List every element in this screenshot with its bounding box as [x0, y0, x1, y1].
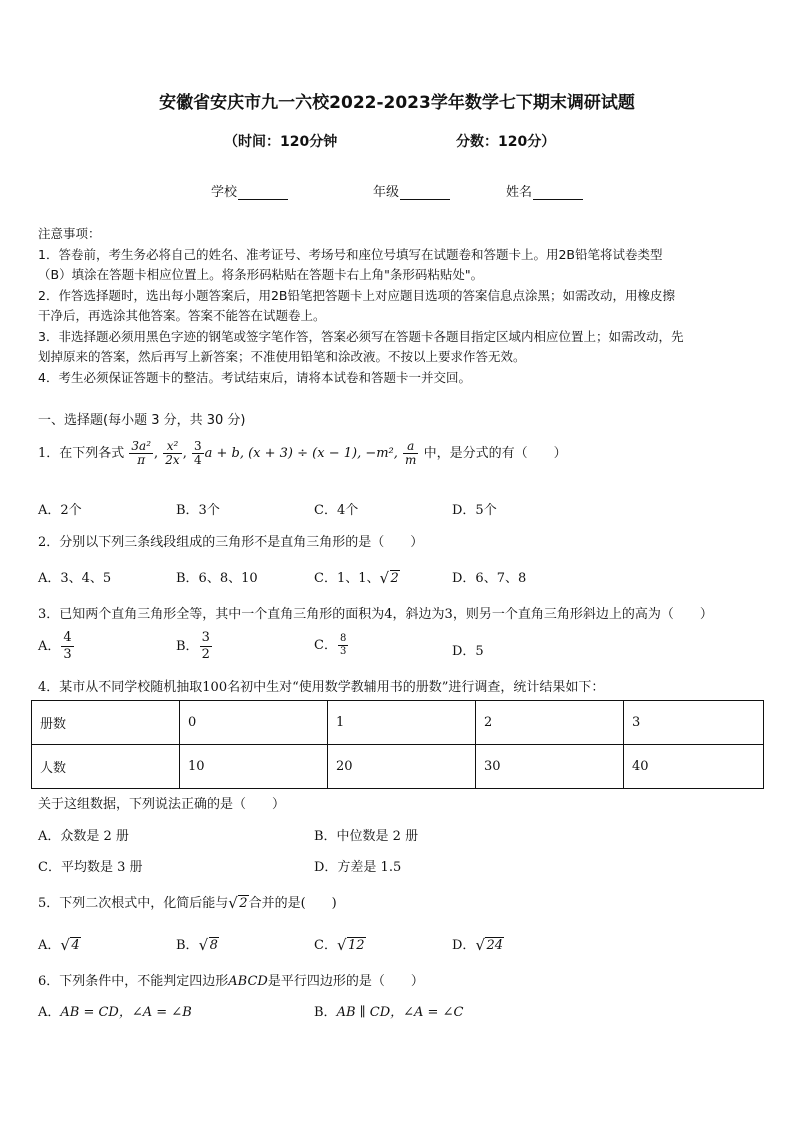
q1-expression: a + b, (x + 3) ÷ (x − 1), −m²,	[204, 446, 403, 461]
grade-field	[373, 181, 450, 200]
q3-option-d[interactable]: D．5	[452, 644, 484, 659]
q4-question: 关于这组数据，下列说法正确的是（ ）	[38, 797, 286, 812]
q1-prefix: 1．在下列各式	[38, 446, 125, 461]
table-cell: 10	[180, 745, 328, 789]
q1-fraction-2: $\frac{\text{x²}}{2x}$	[165, 439, 180, 467]
q2-option-a[interactable]: A．3、4、5	[38, 571, 112, 586]
school-label: 学校	[211, 185, 238, 200]
table-cell: 3	[624, 701, 764, 745]
note-line: 2．作答选择题时，选出每小题答案后，用2B铅笔把答题卡上对应题目选项的答案信息点涂黑；如需改动，用橡皮擦	[38, 287, 675, 303]
sqrt-expression: √ 12	[336, 936, 365, 954]
table-cell: 1	[328, 701, 476, 745]
question-4: 4．某市从不同学校随机抽取100名初中生对“使用数学教辅用书的册数”进行调查，统计结果如下：	[38, 680, 605, 695]
q4-data-table	[31, 700, 764, 789]
q5-option-a[interactable]: A． √ 4	[38, 936, 80, 954]
question-2: 2．分别以下列三条线段组成的三角形不是直角三角形的是（ ）	[38, 535, 424, 550]
q1-suffix: 中，是分式的有（ ）	[423, 446, 567, 461]
q3-option-a[interactable]: A． $\frac{4}{3}$	[38, 630, 72, 662]
note-line: 3．非选择题必须用黑色字迹的钢笔或签字笔作答，答案必须写在答题卡各题目指定区域内相应位置上；如需改动，先	[38, 328, 684, 344]
table-cell: 30	[476, 745, 624, 789]
q3-fraction-b: $\frac{3}{2}$	[201, 630, 210, 662]
q2-option-c[interactable]: C．1、1、 √ 2	[314, 569, 399, 587]
q1-fraction-4: $\frac{a}{m}$	[405, 439, 417, 467]
question-1: 1．在下列各式 $\frac{\text{3a²}}{\pi}$ , $\frac{\text{x²}}{2x}$ , $\frac{3}{4}$ a + b, (x + 3) ÷ (x − 1), −m², $\frac{a}{m}$ 中，是分式的有（ ）	[38, 439, 567, 467]
table-cell: 2	[476, 701, 624, 745]
name-label: 姓名	[506, 185, 533, 200]
note-line: 1．答卷前，考生务必将自己的姓名、准考证号、考场号和座位号填写在试题卷和答题卡上。用2B铅笔将试卷类型	[38, 246, 663, 262]
q1-fraction-1: $\frac{\text{3a²}}{\pi}$	[131, 439, 152, 467]
question-3: 3．已知两个直角三角形全等，其中一个直角三角形的面积为4，斜边为3，则另一个直角三角形斜边上的高为（ ）	[38, 607, 713, 622]
note-line: 划掉原来的答案，然后再写上新答案；不准使用铅笔和涂改液。不按以上要求作答无效。	[38, 349, 526, 364]
table-cell: 40	[624, 745, 764, 789]
sqrt-expression: √ 2	[228, 894, 248, 912]
q3-fraction-c: $\frac{8}{3}$	[339, 633, 347, 657]
section-heading: 一、选择题(每小题 3 分，共 30 分)	[38, 413, 246, 428]
table-cell: 0	[180, 701, 328, 745]
notes-heading: 注意事项：	[38, 226, 101, 241]
q2-option-d[interactable]: D．6、7、8	[452, 571, 527, 586]
q6-shape: ABCD	[228, 974, 268, 989]
q3-fraction-a: $\frac{4}{3}$	[63, 630, 72, 662]
q2-option-b[interactable]: B．6、8、10	[176, 571, 258, 586]
total-score: 分数：120分）	[456, 134, 556, 150]
q6-option-a[interactable]: A．AB = CD，∠A = ∠B	[38, 1005, 192, 1020]
q3-option-c[interactable]: C． $\frac{8}{3}$	[314, 633, 347, 657]
question-6: 6．下列条件中，不能判定四边形ABCD是平行四边形的是（ ）	[38, 974, 424, 989]
note-line: 4．考生必须保证答题卡的整洁。考试结束后，请将本试卷和答题卡一并交回。	[38, 369, 471, 385]
q4-option-a[interactable]: A．众数是 2 册	[38, 829, 129, 844]
q4-option-c[interactable]: C．平均数是 3 册	[38, 860, 143, 875]
table-row	[32, 701, 764, 745]
grade-label: 年级	[373, 185, 400, 200]
page-title: 安徽省安庆市九一六校2022-2023学年数学七下期末调研试题	[159, 93, 635, 113]
time-limit: （时间：120分钟	[224, 134, 338, 150]
table-cell: 册数	[32, 701, 180, 745]
sqrt-expression: √ 24	[475, 936, 503, 954]
name-blank	[533, 186, 583, 200]
sqrt-expression: √ 8	[198, 936, 218, 954]
q1-option-a[interactable]: A．2个	[38, 503, 82, 518]
table-row	[32, 745, 764, 789]
q4-option-b[interactable]: B．中位数是 2 册	[314, 829, 419, 844]
note-line: 干净后，再选涂其他答案。答案不能答在试题卷上。	[38, 308, 326, 323]
q1-option-d[interactable]: D．5个	[452, 503, 497, 518]
q6-option-b[interactable]: B．AB ∥ CD，∠A = ∠C	[314, 1005, 464, 1020]
q3-option-b[interactable]: B． $\frac{3}{2}$	[176, 630, 210, 662]
sqrt-expression: √ 4	[60, 936, 80, 954]
q1-option-b[interactable]: B．3个	[176, 503, 220, 518]
q5-option-b[interactable]: B． √ 8	[176, 936, 218, 954]
q5-option-d[interactable]: D． √ 24	[452, 936, 503, 954]
table-cell: 20	[328, 745, 476, 789]
question-5: 5．下列二次根式中，化简后能与 √ 2合并的是( )	[38, 894, 337, 912]
school-field	[211, 181, 288, 200]
name-field	[506, 181, 583, 200]
q5-option-c[interactable]: C． √ 12	[314, 936, 365, 954]
school-blank	[238, 186, 288, 200]
q1-option-c[interactable]: C．4个	[314, 503, 359, 518]
note-line: （B）填涂在答题卡相应位置上。将条形码粘贴在答题卡右上角"条形码粘贴处"。	[38, 267, 484, 282]
table-cell: 人数	[32, 745, 180, 789]
q1-fraction-3: $\frac{3}{4}$	[193, 439, 202, 467]
grade-blank	[400, 186, 450, 200]
notes-block	[38, 224, 764, 388]
q4-option-d[interactable]: D．方差是 1.5	[314, 860, 402, 875]
sqrt-expression: √ 2	[379, 569, 399, 587]
